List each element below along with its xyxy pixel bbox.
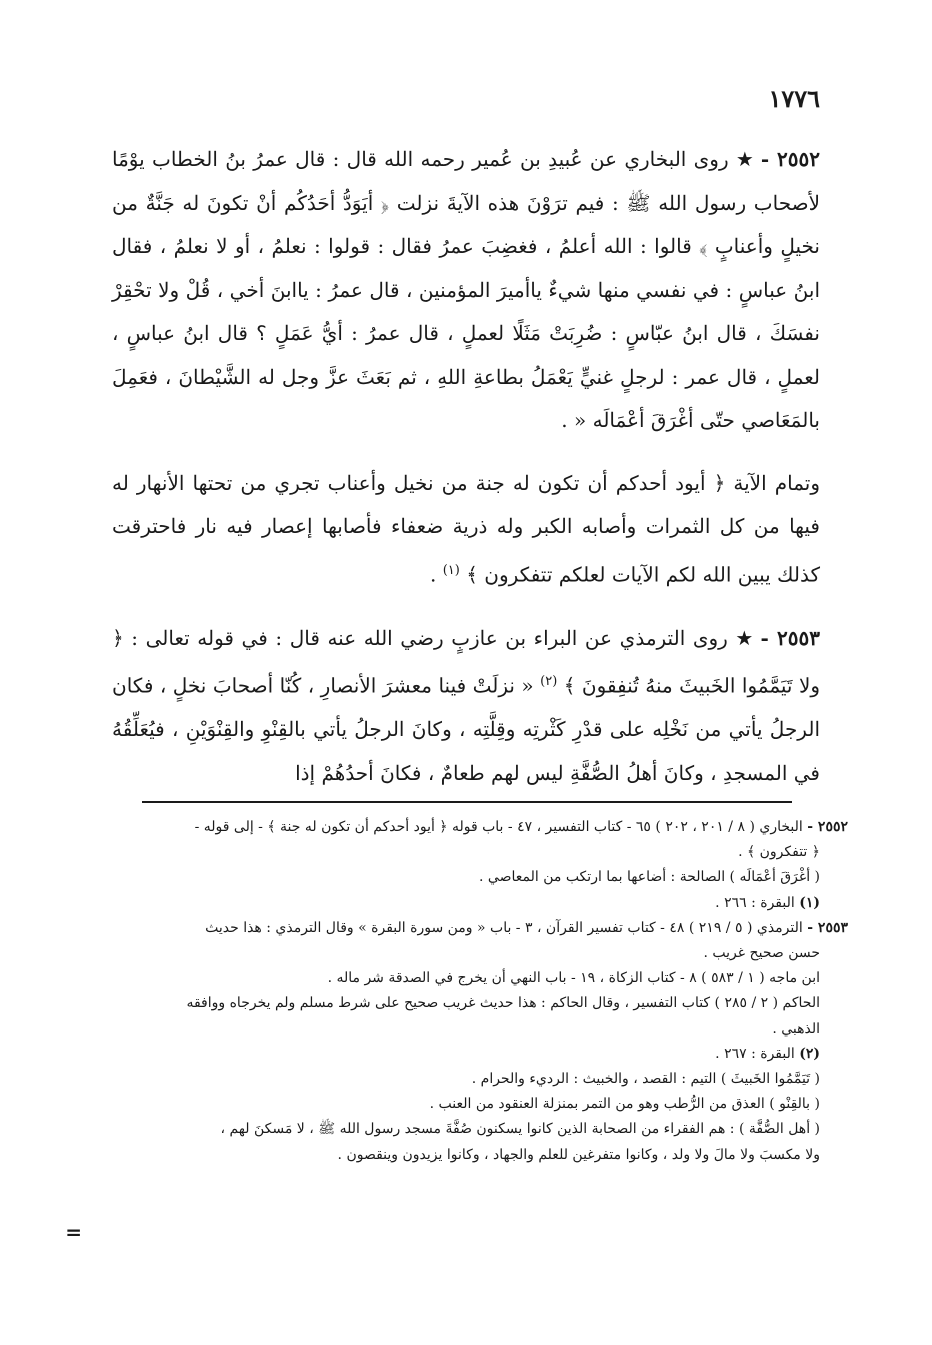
verse-completion: [112, 462, 820, 597]
hadith-text: ★ روى الترمذي عن البراء بن عازبٍ رضي الله عنه قال : في قوله تعالى : ﴿ ولا تَيَمَّمُوا الخَبيثَ منهُ تُنفِقونَ ﴾: [112, 625, 821, 698]
hadith-text-continued: « نزلَتْ فينا معشرَ الأنصارِ ، كُنّا أصحابَ نخلٍ ، فكان الرجلُ يأتي من نَخْلِه على قدْرِ كَثْرتِه وقِلَّتِه ، وكانَ الرجلُ يأتي بالقِنْوِ والقِنْوَيْنِ ، فيُعَلِّقُهُ في المسجدِ ، وكانَ أهلُ الصُّفَّةِ ليس لهم طعامٌ ، فكانَ أحدُهُمْ إذا: [112, 673, 820, 785]
footnote-line: الحاكم ( ٢ / ٢٨٥ ) كتاب التفسير ، وقال الحاكم : هذا حديث غريب صحيح على شرط مسلم ولم يخرجاه ووافقه: [186, 995, 820, 1012]
footnote-line: الذهبي .: [772, 1020, 820, 1037]
footnote-line: ابن ماجه ( ١ / ٥٨٣ ) ٨ - كتاب الزكاة ، ١٩ - باب النهي أن يخرج في الصدقة شر ماله .: [327, 970, 820, 987]
footnote-ref: (١): [442, 562, 460, 578]
footnote-line: ( أهل الصُّفَّة ) : هم الفقراء من الصحابة الذين كانوا يسكنون صُفَّةَ مسجد رسول الله ﷺ ، لا مَسكنَ لهم ،: [220, 1121, 820, 1138]
hadith-2553: [112, 617, 820, 796]
verse-end: .: [429, 562, 437, 587]
footnote-line: (١) البقرة : ٢٦٦ .: [715, 894, 820, 911]
footnote-separator: [142, 801, 792, 803]
hadith-number: ٢٥٥٢ -: [760, 147, 821, 171]
verse-text: وتمام الآية ﴿ أيود أحدكم أن تكون له جنة من نخيل وأعناب تجري من تحتها الأنهار له فيها من كل الثمرات وأصابه الكبر وله ذرية ضعفاء فأصابها إعصار فيه نار فاحترقت كذلك يبين الله لكم الآيات لعلكم تتفكرون ﴾: [112, 470, 820, 587]
footnote-line: ( تَيَمَّمُوا الخَبيثَ ) التيم : القصد ، والخبيث : الرديء والحرام .: [471, 1071, 820, 1088]
footnote-line: ( أغْرَقَ أعْمَالَه ) الصالحة : أضاعها بما ارتكب من المعاصي .: [479, 869, 820, 886]
hadith-text: ★ روى البخاري عن عُبيدِ بن عُمير رحمه الله قال : قال عمرُ بنُ الخطاب يوْمًا لأصحاب رسول الله ﷺ : فيم ترَوْنَ هذه الآيةَ نزلت ﴿ أيَوَدُّ أحَدُكُم أنْ تكونَ له جَنَّةٌ من نخيلٍ وأعنابٍ ﴾ قالوا : الله أعلمُ ، فغضِبَ عمرُ فقال : قولوا : نعلمُ ، أو لا نعلمُ ، فقال ابنُ عباسٍ : في نفسي منها شيءٌ ياأميرَ المؤمنين ، قال عمرُ : ياابنَ أخي ، قُلْ ولا تحْقِرْ نفسَكَ ، قال ابنُ عبّاسٍ : ضُرِبَتْ مَثَلًا لعملٍ ، قال عمرُ : أيُّ عَمَلٍ ؟ قال ابنُ عباسٍ ، لعملٍ ، قال عمر : لرجلٍ غنيٍّ يَعْمَلُ بطاعةِ اللهِ ، ثم بَعَثَ عزَّ وجل له الشَّيْطانَ ، فعَمِلَ بالمَعَاصي حتّى أغْرَقَ أعْمَالَه « .: [112, 147, 821, 432]
footnote-line: ( بالقِنْو ) العذق من الرُّطب وهو من التمر بمنزلة العنقود من العنب .: [429, 1096, 820, 1113]
continuation-mark: =: [65, 1220, 82, 1244]
footnotes: [96, 815, 848, 1168]
hadith-number: ٢٥٥٣ -: [760, 625, 820, 650]
main-text: [112, 138, 820, 795]
hadith-2552: [112, 138, 820, 443]
footnote-line: ٢٥٥٣ - الترمذي ( ٥ / ٢١٩ ) ٤٨ - كتاب تفسير القرآن ، ٣ - باب « ومن سورة البقرة » وقال الترمذي : هذا حديث: [205, 919, 848, 936]
footnote-line: ولا مكسبَ ولا مالَ ولا ولد ، وكانوا متفرغين للعلم والجهاد ، وكانوا يزيدون وينقصون .: [337, 1146, 820, 1163]
footnote-ref: (٢): [540, 674, 558, 690]
footnote-line: ٢٥٥٢ - البخاري ( ٨ / ٢٠١ ، ٢٠٢ ) ٦٥ - كتاب التفسير ، ٤٧ - باب قوله ﴿ أيود أحدكم أن تكون له جنة ﴾ - إلى قوله -: [194, 819, 848, 835]
footnote-line: حسن صحيح غريب .: [703, 945, 820, 962]
footnote-line: ﴿ تتفكرون ﴾ .: [738, 844, 820, 861]
page-number: ١٧٧٦: [768, 84, 820, 113]
footnote-line: (٢) البقرة : ٢٦٧ .: [715, 1045, 820, 1062]
